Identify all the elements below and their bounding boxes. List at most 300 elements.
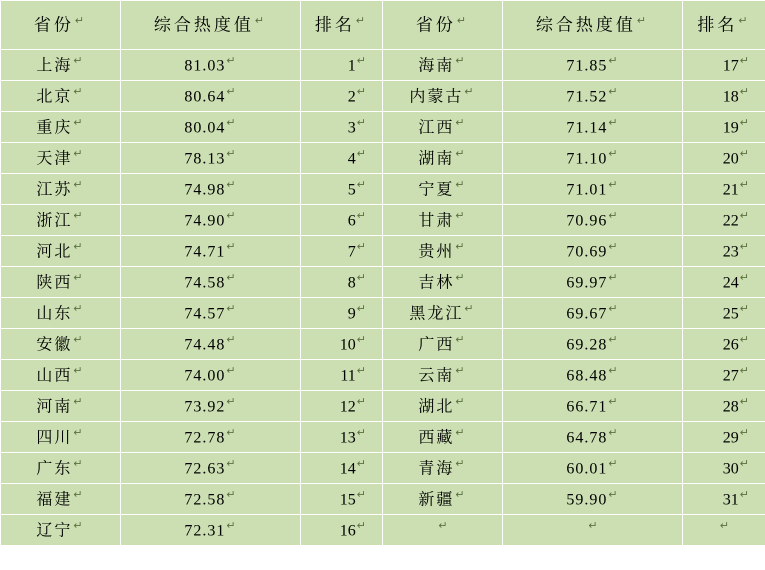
cell-value-left-text: 80.64 bbox=[184, 87, 226, 105]
paragraph-mark-icon: ↵ bbox=[73, 209, 85, 222]
column-header-province-left bbox=[1, 1, 121, 50]
paragraph-mark-icon: ↵ bbox=[588, 519, 598, 532]
cell-rank-right bbox=[683, 484, 765, 515]
cell-province-right bbox=[383, 453, 503, 484]
cell-province-left-text: 山东 bbox=[36, 304, 73, 322]
paragraph-mark-icon: ↵ bbox=[608, 178, 619, 191]
cell-value-left-text: 74.48 bbox=[184, 335, 226, 353]
cell-value-left bbox=[121, 50, 301, 81]
cell-rank-left bbox=[301, 112, 383, 143]
paragraph-mark-icon: ↵ bbox=[73, 426, 85, 439]
paragraph-mark-icon: ↵ bbox=[608, 364, 619, 377]
paragraph-mark-icon: ↵ bbox=[608, 457, 619, 470]
cell-rank-left-text: 10 bbox=[339, 335, 356, 353]
cell-value-right-text: 69.67 bbox=[566, 304, 608, 322]
cell-value-right bbox=[503, 422, 683, 453]
cell-value-left bbox=[121, 112, 301, 143]
header-text-rank-left: 排名 bbox=[314, 15, 355, 35]
cell-rank-right-text: 23 bbox=[722, 242, 739, 260]
cell-province-left bbox=[1, 329, 121, 360]
paragraph-mark-icon: ↵ bbox=[226, 519, 237, 532]
cell-value-right-text: 71.01 bbox=[566, 180, 608, 198]
paragraph-mark-icon: ↵ bbox=[226, 178, 237, 191]
paragraph-mark-icon: ↵ bbox=[73, 488, 85, 501]
cell-rank-left-text: 9 bbox=[347, 304, 356, 322]
cell-value-right bbox=[503, 298, 683, 329]
cell-province-right-text: 宁夏 bbox=[418, 180, 455, 198]
cell-rank-left bbox=[301, 360, 383, 391]
paragraph-mark-icon: ↵ bbox=[356, 54, 366, 67]
cell-rank-left bbox=[301, 174, 383, 205]
cell-rank-right-text: 28 bbox=[722, 397, 739, 415]
cell-province-left-text: 天津 bbox=[36, 149, 73, 167]
cell-province-left bbox=[1, 515, 121, 546]
cell-rank-left bbox=[301, 267, 383, 298]
cell-value-right-text: 71.52 bbox=[566, 87, 608, 105]
cell-value-right-text: 68.48 bbox=[566, 366, 608, 384]
cell-rank-right-text: 25 bbox=[722, 304, 739, 322]
cell-province-left bbox=[1, 391, 121, 422]
cell-province-left-text: 四川 bbox=[36, 428, 73, 446]
header-text-province-left: 省份 bbox=[33, 15, 74, 35]
cell-value-left-text: 72.58 bbox=[184, 490, 226, 508]
cell-rank-right bbox=[683, 81, 765, 112]
paragraph-mark-icon: ↵ bbox=[739, 54, 749, 67]
cell-rank-left bbox=[301, 391, 383, 422]
header-text-rank-right: 排名 bbox=[697, 15, 738, 35]
cell-value-right-text: 69.97 bbox=[566, 273, 608, 291]
paragraph-mark-icon: ↵ bbox=[739, 364, 749, 377]
cell-province-right-text: 海南 bbox=[418, 56, 455, 74]
cell-province-right-text: 吉林 bbox=[418, 273, 455, 291]
table-row bbox=[1, 298, 765, 329]
cell-value-right-text: 71.85 bbox=[566, 56, 608, 74]
paragraph-mark-icon: ↵ bbox=[355, 14, 369, 27]
table-row bbox=[1, 391, 765, 422]
paragraph-mark-icon: ↵ bbox=[73, 364, 85, 377]
cell-rank-right-text: 31 bbox=[722, 490, 739, 508]
cell-rank-right-text: 24 bbox=[722, 273, 739, 291]
cell-value-right bbox=[503, 236, 683, 267]
cell-value-left-text: 72.31 bbox=[184, 521, 226, 539]
paragraph-mark-icon: ↵ bbox=[455, 178, 467, 191]
cell-value-right bbox=[503, 50, 683, 81]
cell-rank-left bbox=[301, 298, 383, 329]
paragraph-mark-icon: ↵ bbox=[226, 271, 237, 284]
paragraph-mark-icon: ↵ bbox=[226, 426, 237, 439]
cell-value-left bbox=[121, 298, 301, 329]
paragraph-mark-icon: ↵ bbox=[356, 333, 366, 346]
cell-province-right-text: 贵州 bbox=[418, 242, 455, 260]
paragraph-mark-icon: ↵ bbox=[464, 302, 476, 315]
paragraph-mark-icon: ↵ bbox=[455, 333, 467, 346]
cell-rank-right-text: 29 bbox=[722, 428, 739, 446]
paragraph-mark-icon: ↵ bbox=[356, 519, 366, 532]
paragraph-mark-icon: ↵ bbox=[356, 271, 366, 284]
cell-rank-right bbox=[683, 329, 765, 360]
paragraph-mark-icon: ↵ bbox=[226, 147, 237, 160]
paragraph-mark-icon: ↵ bbox=[254, 14, 268, 27]
cell-province-right bbox=[383, 143, 503, 174]
paragraph-mark-icon: ↵ bbox=[455, 54, 467, 67]
cell-rank-left bbox=[301, 484, 383, 515]
paragraph-mark-icon: ↵ bbox=[356, 457, 366, 470]
cell-province-right-text: 云南 bbox=[418, 366, 455, 384]
cell-province-left bbox=[1, 484, 121, 515]
paragraph-mark-icon: ↵ bbox=[73, 302, 85, 315]
cell-value-left-text: 74.90 bbox=[184, 211, 226, 229]
cell-province-left bbox=[1, 112, 121, 143]
paragraph-mark-icon: ↵ bbox=[608, 302, 619, 315]
cell-rank-left-text: 14 bbox=[339, 459, 356, 477]
paragraph-mark-icon: ↵ bbox=[455, 364, 467, 377]
paragraph-mark-icon: ↵ bbox=[739, 333, 749, 346]
cell-rank-right bbox=[683, 143, 765, 174]
cell-rank-right-text: 26 bbox=[722, 335, 739, 353]
cell-rank-right-text: 19 bbox=[722, 118, 739, 136]
cell-value-left-text: 74.57 bbox=[184, 304, 226, 322]
cell-value-right bbox=[503, 391, 683, 422]
cell-value-left bbox=[121, 205, 301, 236]
cell-province-right-text: 广西 bbox=[418, 335, 455, 353]
cell-value-left bbox=[121, 422, 301, 453]
cell-value-left bbox=[121, 174, 301, 205]
cell-value-left-text: 74.58 bbox=[184, 273, 226, 291]
paragraph-mark-icon: ↵ bbox=[464, 85, 476, 98]
header-text-value-left: 综合热度值 bbox=[153, 15, 254, 35]
paragraph-mark-icon: ↵ bbox=[356, 302, 366, 315]
table-body bbox=[1, 50, 765, 546]
paragraph-mark-icon: ↵ bbox=[73, 116, 85, 129]
cell-value-left bbox=[121, 515, 301, 546]
cell-province-left-text: 安徽 bbox=[36, 335, 73, 353]
cell-province-left-text: 上海 bbox=[36, 56, 73, 74]
cell-rank-left bbox=[301, 205, 383, 236]
paragraph-mark-icon: ↵ bbox=[608, 85, 619, 98]
cell-value-left-text: 74.98 bbox=[184, 180, 226, 198]
cell-province-left bbox=[1, 360, 121, 391]
cell-rank-right-text: 22 bbox=[722, 211, 739, 229]
table-row bbox=[1, 112, 765, 143]
cell-rank-right bbox=[683, 174, 765, 205]
cell-province-left-text: 浙江 bbox=[36, 211, 73, 229]
cell-province-left bbox=[1, 267, 121, 298]
cell-rank-right bbox=[683, 205, 765, 236]
paragraph-mark-icon: ↵ bbox=[739, 147, 749, 160]
header-text-province-right: 省份 bbox=[415, 15, 456, 35]
paragraph-mark-icon: ↵ bbox=[356, 395, 366, 408]
cell-value-right-text: 66.71 bbox=[566, 397, 608, 415]
cell-province-right-text: 内蒙古 bbox=[409, 87, 464, 105]
paragraph-mark-icon: ↵ bbox=[356, 240, 366, 253]
paragraph-mark-icon: ↵ bbox=[739, 457, 749, 470]
column-header-rank-right bbox=[683, 1, 765, 50]
cell-value-left-text: 81.03 bbox=[184, 56, 226, 74]
cell-rank-left bbox=[301, 329, 383, 360]
paragraph-mark-icon: ↵ bbox=[608, 240, 619, 253]
table-row bbox=[1, 81, 765, 112]
cell-rank-left bbox=[301, 143, 383, 174]
paragraph-mark-icon: ↵ bbox=[74, 14, 88, 27]
cell-rank-right-text: 30 bbox=[722, 459, 739, 477]
paragraph-mark-icon: ↵ bbox=[739, 178, 749, 191]
paragraph-mark-icon: ↵ bbox=[226, 333, 237, 346]
paragraph-mark-icon: ↵ bbox=[226, 302, 237, 315]
table-row bbox=[1, 205, 765, 236]
paragraph-mark-icon: ↵ bbox=[738, 14, 751, 27]
paragraph-mark-icon: ↵ bbox=[739, 85, 749, 98]
paragraph-mark-icon: ↵ bbox=[739, 488, 749, 501]
paragraph-mark-icon: ↵ bbox=[455, 488, 467, 501]
paragraph-mark-icon: ↵ bbox=[438, 519, 448, 532]
paragraph-mark-icon: ↵ bbox=[226, 457, 237, 470]
paragraph-mark-icon: ↵ bbox=[73, 395, 85, 408]
cell-rank-right-text: 21 bbox=[722, 180, 739, 198]
paragraph-mark-icon: ↵ bbox=[739, 209, 749, 222]
paragraph-mark-icon: ↵ bbox=[608, 116, 619, 129]
paragraph-mark-icon: ↵ bbox=[226, 209, 237, 222]
cell-rank-left-text: 3 bbox=[347, 118, 356, 136]
table-row bbox=[1, 267, 765, 298]
column-header-rank-left bbox=[301, 1, 383, 50]
cell-value-left bbox=[121, 453, 301, 484]
cell-rank-right-text: 17 bbox=[722, 56, 739, 74]
paragraph-mark-icon: ↵ bbox=[608, 209, 619, 222]
table-row bbox=[1, 484, 765, 515]
cell-province-left-text: 广东 bbox=[36, 459, 73, 477]
cell-province-left-text: 福建 bbox=[36, 490, 73, 508]
cell-rank-right bbox=[683, 360, 765, 391]
cell-rank-left bbox=[301, 236, 383, 267]
paragraph-mark-icon: ↵ bbox=[226, 85, 237, 98]
cell-value-left bbox=[121, 267, 301, 298]
cell-value-left bbox=[121, 236, 301, 267]
cell-province-right bbox=[383, 329, 503, 360]
paragraph-mark-icon: ↵ bbox=[455, 457, 467, 470]
cell-rank-right bbox=[683, 236, 765, 267]
paragraph-mark-icon: ↵ bbox=[73, 519, 85, 532]
cell-value-right bbox=[503, 360, 683, 391]
cell-province-left bbox=[1, 81, 121, 112]
cell-value-right-text: 71.14 bbox=[566, 118, 608, 136]
paragraph-mark-icon: ↵ bbox=[356, 488, 366, 501]
cell-rank-right-text: 27 bbox=[722, 366, 739, 384]
cell-rank-left-text: 7 bbox=[347, 242, 356, 260]
cell-province-right bbox=[383, 422, 503, 453]
cell-province-left bbox=[1, 205, 121, 236]
cell-value-right bbox=[503, 484, 683, 515]
cell-rank-left bbox=[301, 422, 383, 453]
paragraph-mark-icon: ↵ bbox=[226, 54, 237, 67]
cell-value-left-text: 72.63 bbox=[184, 459, 226, 477]
table-row bbox=[1, 515, 765, 546]
cell-province-right bbox=[383, 484, 503, 515]
cell-province-right-text: 新疆 bbox=[418, 490, 455, 508]
cell-rank-left bbox=[301, 453, 383, 484]
cell-rank-left bbox=[301, 50, 383, 81]
cell-province-right bbox=[383, 391, 503, 422]
table-row bbox=[1, 174, 765, 205]
paragraph-mark-icon: ↵ bbox=[226, 116, 237, 129]
paragraph-mark-icon: ↵ bbox=[608, 395, 619, 408]
paragraph-mark-icon: ↵ bbox=[226, 395, 237, 408]
cell-rank-left-text: 1 bbox=[347, 56, 356, 74]
cell-province-right bbox=[383, 298, 503, 329]
cell-province-left bbox=[1, 422, 121, 453]
paragraph-mark-icon: ↵ bbox=[356, 116, 366, 129]
cell-rank-left bbox=[301, 81, 383, 112]
paragraph-mark-icon: ↵ bbox=[73, 147, 85, 160]
cell-rank-left-text: 13 bbox=[339, 428, 356, 446]
cell-rank-right bbox=[683, 298, 765, 329]
paragraph-mark-icon: ↵ bbox=[739, 302, 749, 315]
paragraph-mark-icon: ↵ bbox=[455, 395, 467, 408]
table-row bbox=[1, 360, 765, 391]
table-row bbox=[1, 50, 765, 81]
cell-value-left-text: 74.00 bbox=[184, 366, 226, 384]
cell-province-right bbox=[383, 81, 503, 112]
column-header-province-right bbox=[383, 1, 503, 50]
cell-value-right bbox=[503, 267, 683, 298]
cell-value-right bbox=[503, 453, 683, 484]
paragraph-mark-icon: ↵ bbox=[73, 85, 85, 98]
paragraph-mark-icon: ↵ bbox=[356, 426, 366, 439]
cell-province-left bbox=[1, 453, 121, 484]
paragraph-mark-icon: ↵ bbox=[73, 271, 85, 284]
cell-rank-left-text: 6 bbox=[347, 211, 356, 229]
header-text-value-right: 综合热度值 bbox=[535, 15, 636, 35]
paragraph-mark-icon: ↵ bbox=[73, 178, 85, 191]
table-header bbox=[1, 1, 765, 50]
cell-province-right bbox=[383, 515, 503, 546]
cell-value-right bbox=[503, 143, 683, 174]
cell-province-left-text: 江苏 bbox=[36, 180, 73, 198]
cell-value-right-text: 69.28 bbox=[566, 335, 608, 353]
paragraph-mark-icon: ↵ bbox=[739, 116, 749, 129]
cell-value-right bbox=[503, 515, 683, 546]
cell-value-right-text: 59.90 bbox=[566, 490, 608, 508]
cell-province-left bbox=[1, 174, 121, 205]
cell-province-left bbox=[1, 50, 121, 81]
paragraph-mark-icon: ↵ bbox=[739, 426, 749, 439]
cell-value-right bbox=[503, 174, 683, 205]
cell-value-right-text: 70.69 bbox=[566, 242, 608, 260]
cell-value-left bbox=[121, 484, 301, 515]
table-row bbox=[1, 329, 765, 360]
cell-province-left bbox=[1, 298, 121, 329]
paragraph-mark-icon: ↵ bbox=[73, 54, 85, 67]
cell-value-right bbox=[503, 329, 683, 360]
cell-value-left bbox=[121, 143, 301, 174]
paragraph-mark-icon: ↵ bbox=[356, 364, 366, 377]
paragraph-mark-icon: ↵ bbox=[356, 209, 366, 222]
paragraph-mark-icon: ↵ bbox=[608, 426, 619, 439]
cell-province-left-text: 河南 bbox=[36, 397, 73, 415]
cell-rank-left-text: 2 bbox=[347, 87, 356, 105]
paragraph-mark-icon: ↵ bbox=[608, 147, 619, 160]
paragraph-mark-icon: ↵ bbox=[608, 54, 619, 67]
paragraph-mark-icon: ↵ bbox=[356, 85, 366, 98]
table-row bbox=[1, 143, 765, 174]
cell-province-right bbox=[383, 174, 503, 205]
paragraph-mark-icon: ↵ bbox=[608, 271, 619, 284]
cell-value-left bbox=[121, 391, 301, 422]
cell-province-right bbox=[383, 360, 503, 391]
cell-rank-left-text: 4 bbox=[347, 149, 356, 167]
paragraph-mark-icon: ↵ bbox=[608, 488, 619, 501]
cell-value-left-text: 73.92 bbox=[184, 397, 226, 415]
paragraph-mark-icon: ↵ bbox=[455, 240, 467, 253]
cell-province-right-text: 甘肃 bbox=[418, 211, 455, 229]
paragraph-mark-icon: ↵ bbox=[73, 457, 85, 470]
cell-value-right-text: 64.78 bbox=[566, 428, 608, 446]
paragraph-mark-icon: ↵ bbox=[719, 519, 730, 532]
cell-province-left-text: 山西 bbox=[36, 366, 73, 384]
table-row bbox=[1, 236, 765, 267]
cell-province-left-text: 河北 bbox=[36, 242, 73, 260]
cell-rank-left-text: 5 bbox=[347, 180, 356, 198]
cell-rank-left-text: 12 bbox=[339, 397, 356, 415]
paragraph-mark-icon: ↵ bbox=[226, 240, 237, 253]
cell-province-left-text: 重庆 bbox=[36, 118, 73, 136]
paragraph-mark-icon: ↵ bbox=[455, 116, 467, 129]
cell-rank-right-text: 18 bbox=[722, 87, 739, 105]
cell-rank-right bbox=[683, 422, 765, 453]
cell-value-left bbox=[121, 81, 301, 112]
paragraph-mark-icon: ↵ bbox=[226, 488, 237, 501]
paragraph-mark-icon: ↵ bbox=[739, 271, 749, 284]
paragraph-mark-icon: ↵ bbox=[226, 364, 237, 377]
paragraph-mark-icon: ↵ bbox=[356, 147, 366, 160]
cell-province-right-text: 黑龙江 bbox=[409, 304, 464, 322]
paragraph-mark-icon: ↵ bbox=[636, 14, 650, 27]
cell-value-left-text: 74.71 bbox=[184, 242, 226, 260]
cell-value-left-text: 80.04 bbox=[184, 118, 226, 136]
cell-province-right bbox=[383, 50, 503, 81]
cell-value-left-text: 72.78 bbox=[184, 428, 226, 446]
cell-rank-left bbox=[301, 515, 383, 546]
cell-value-left bbox=[121, 329, 301, 360]
cell-rank-right bbox=[683, 391, 765, 422]
cell-value-left bbox=[121, 360, 301, 391]
cell-value-right-text: 70.96 bbox=[566, 211, 608, 229]
cell-rank-right bbox=[683, 112, 765, 143]
paragraph-mark-icon: ↵ bbox=[455, 271, 467, 284]
cell-rank-left-text: 11 bbox=[340, 366, 356, 384]
paragraph-mark-icon: ↵ bbox=[456, 14, 470, 27]
cell-value-right bbox=[503, 81, 683, 112]
cell-province-left bbox=[1, 236, 121, 267]
cell-rank-left-text: 15 bbox=[339, 490, 356, 508]
paragraph-mark-icon: ↵ bbox=[739, 395, 749, 408]
cell-value-right-text: 71.10 bbox=[566, 149, 608, 167]
cell-rank-right bbox=[683, 267, 765, 298]
paragraph-mark-icon: ↵ bbox=[739, 240, 749, 253]
cell-rank-left-text: 8 bbox=[347, 273, 356, 291]
cell-value-left-text: 78.13 bbox=[184, 149, 226, 167]
cell-value-right-text: 60.01 bbox=[566, 459, 608, 477]
table-row bbox=[1, 453, 765, 484]
cell-province-right bbox=[383, 112, 503, 143]
cell-province-right bbox=[383, 267, 503, 298]
paragraph-mark-icon: ↵ bbox=[455, 426, 467, 439]
table-row bbox=[1, 422, 765, 453]
cell-province-right-text: 江西 bbox=[418, 118, 455, 136]
table-header-row bbox=[1, 1, 765, 50]
paragraph-mark-icon: ↵ bbox=[455, 209, 467, 222]
paragraph-mark-icon: ↵ bbox=[608, 333, 619, 346]
cell-province-left-text: 北京 bbox=[36, 87, 73, 105]
